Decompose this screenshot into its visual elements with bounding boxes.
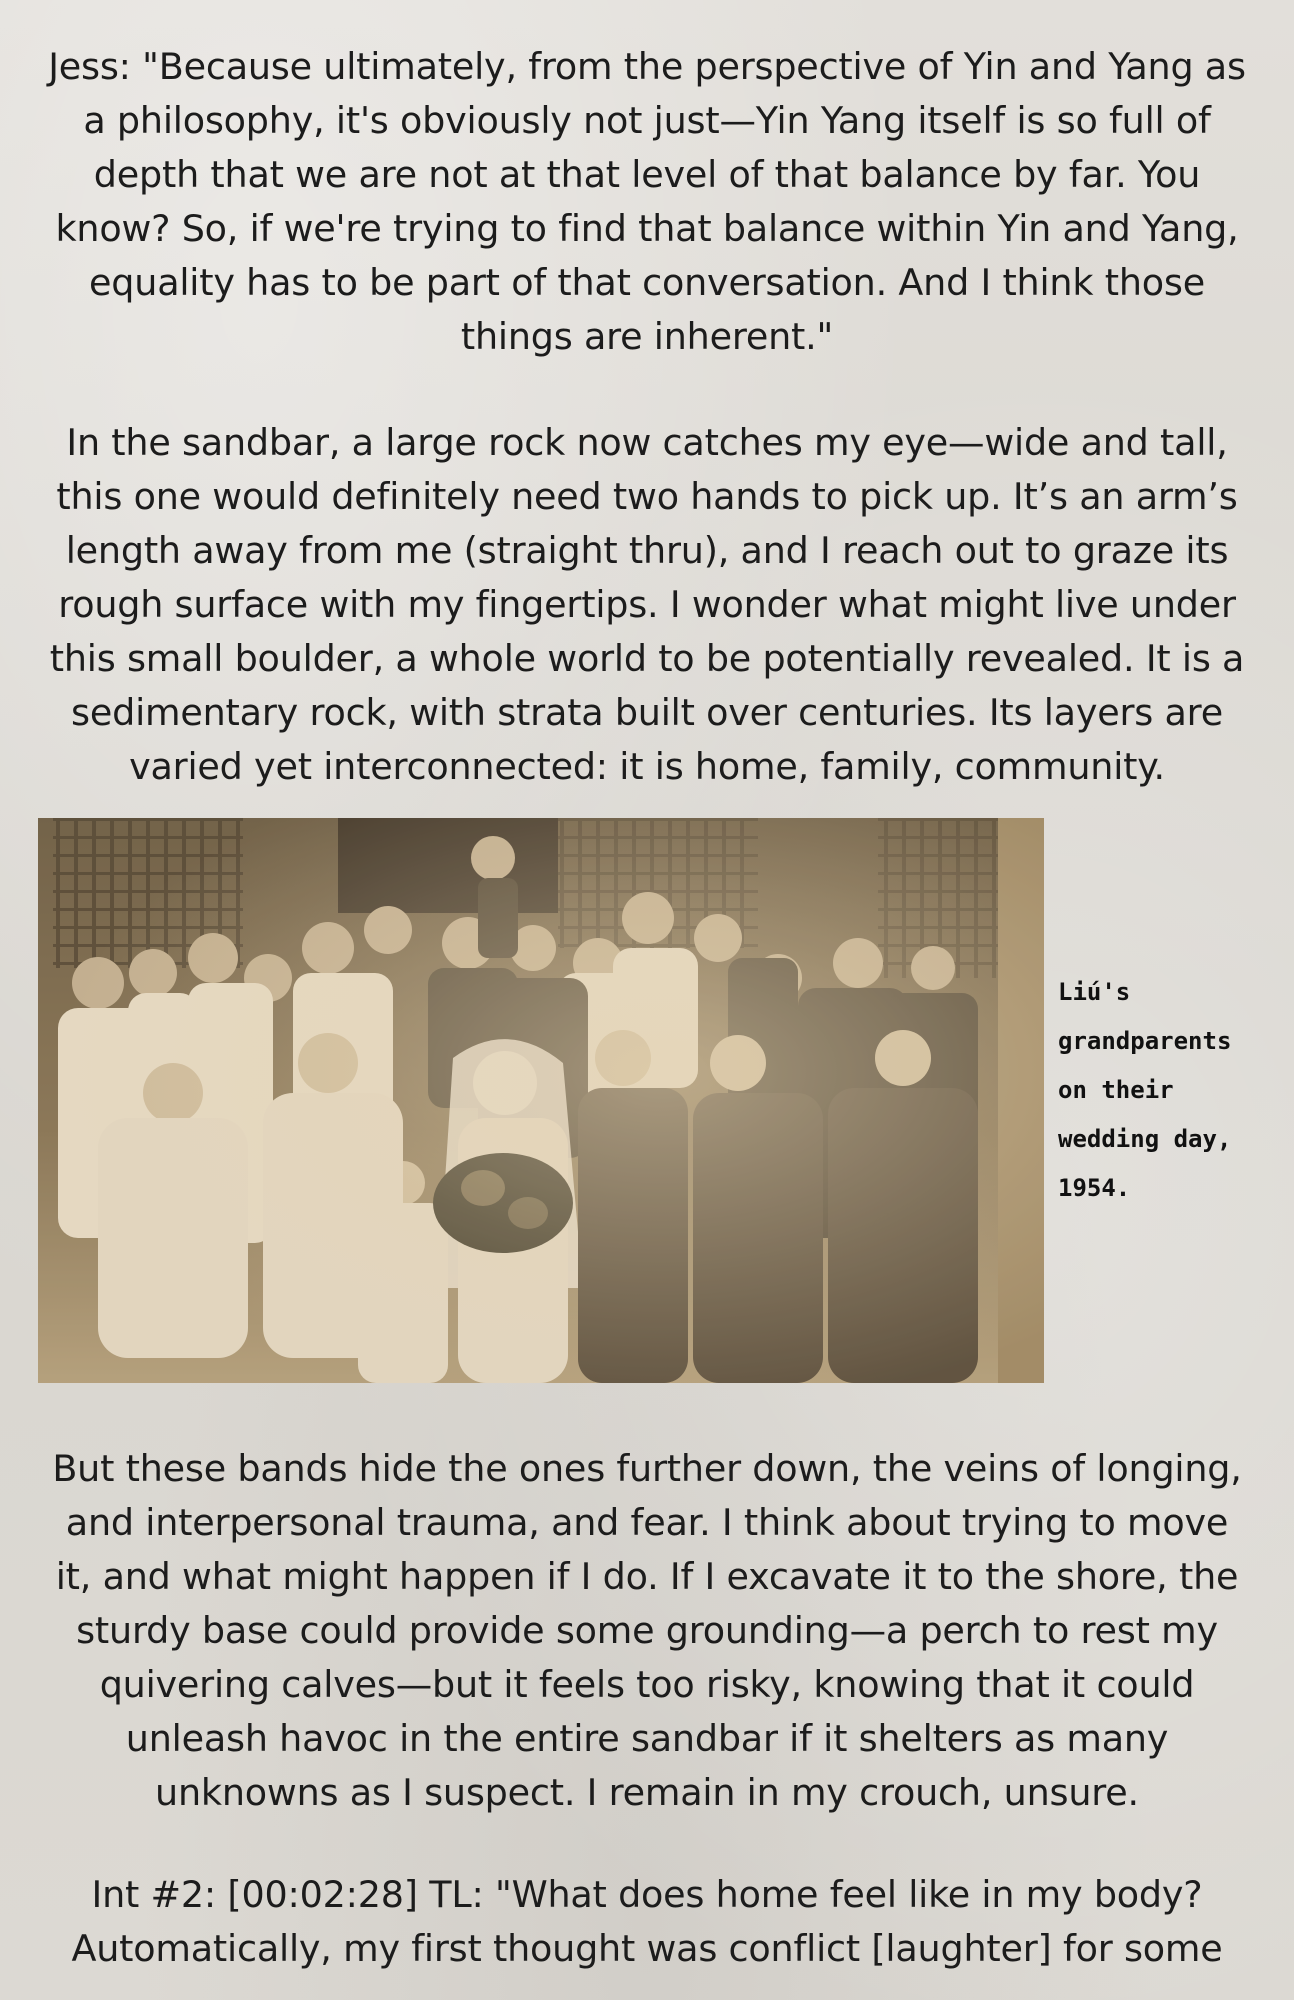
interview-excerpt: Int #2: [00:02:28] TL: "What does home feel like in my body? Automatically, my first thought was conflict [laughter] for some	[71, 1873, 1223, 1970]
wedding-photo	[38, 818, 1044, 1383]
body-paragraph-bands: But these bands hide the ones further down, the veins of longing, and interpersonal trauma, and fear. I think about trying to move it, and what might happen if I do. If I excavate it to the shore, the sturdy base could provide some grounding—a perch to rest my quivering calves—but it feels too risky, knowing that it could unleash havoc in the entire sandbar if it shelters as many unknowns as I suspect. I remain in my crouch, unsure.	[52, 1447, 1242, 1814]
photo-caption: Liú's grandparents on their wedding day, 1954.	[1058, 978, 1232, 1202]
body-paragraph-rock: In the sandbar, a large rock now catches my eye—wide and tall, this one would definitely need two hands to pick up. It’s an arm’s length away from me (straight thru), and I reach out to graze its rough surface with my fingertips. I wonder what might live under this small boulder, a whole world to be potentially revealed. It is a sedimentary rock, with strata built over centuries. Its layers are varied yet interconnected: it is home, family, community.	[49, 421, 1245, 788]
quote-paragraph-jess: Jess: "Because ultimately, from the perspective of Yin and Yang as a philosophy, it's obviously not just—Yin Yang itself is so full of depth that we are not at that level of that balance by far. You know? So, if we're trying to find that balance within Yin and Yang, equality has to be part of that conversation. And I think those things are inherent."	[48, 45, 1246, 358]
